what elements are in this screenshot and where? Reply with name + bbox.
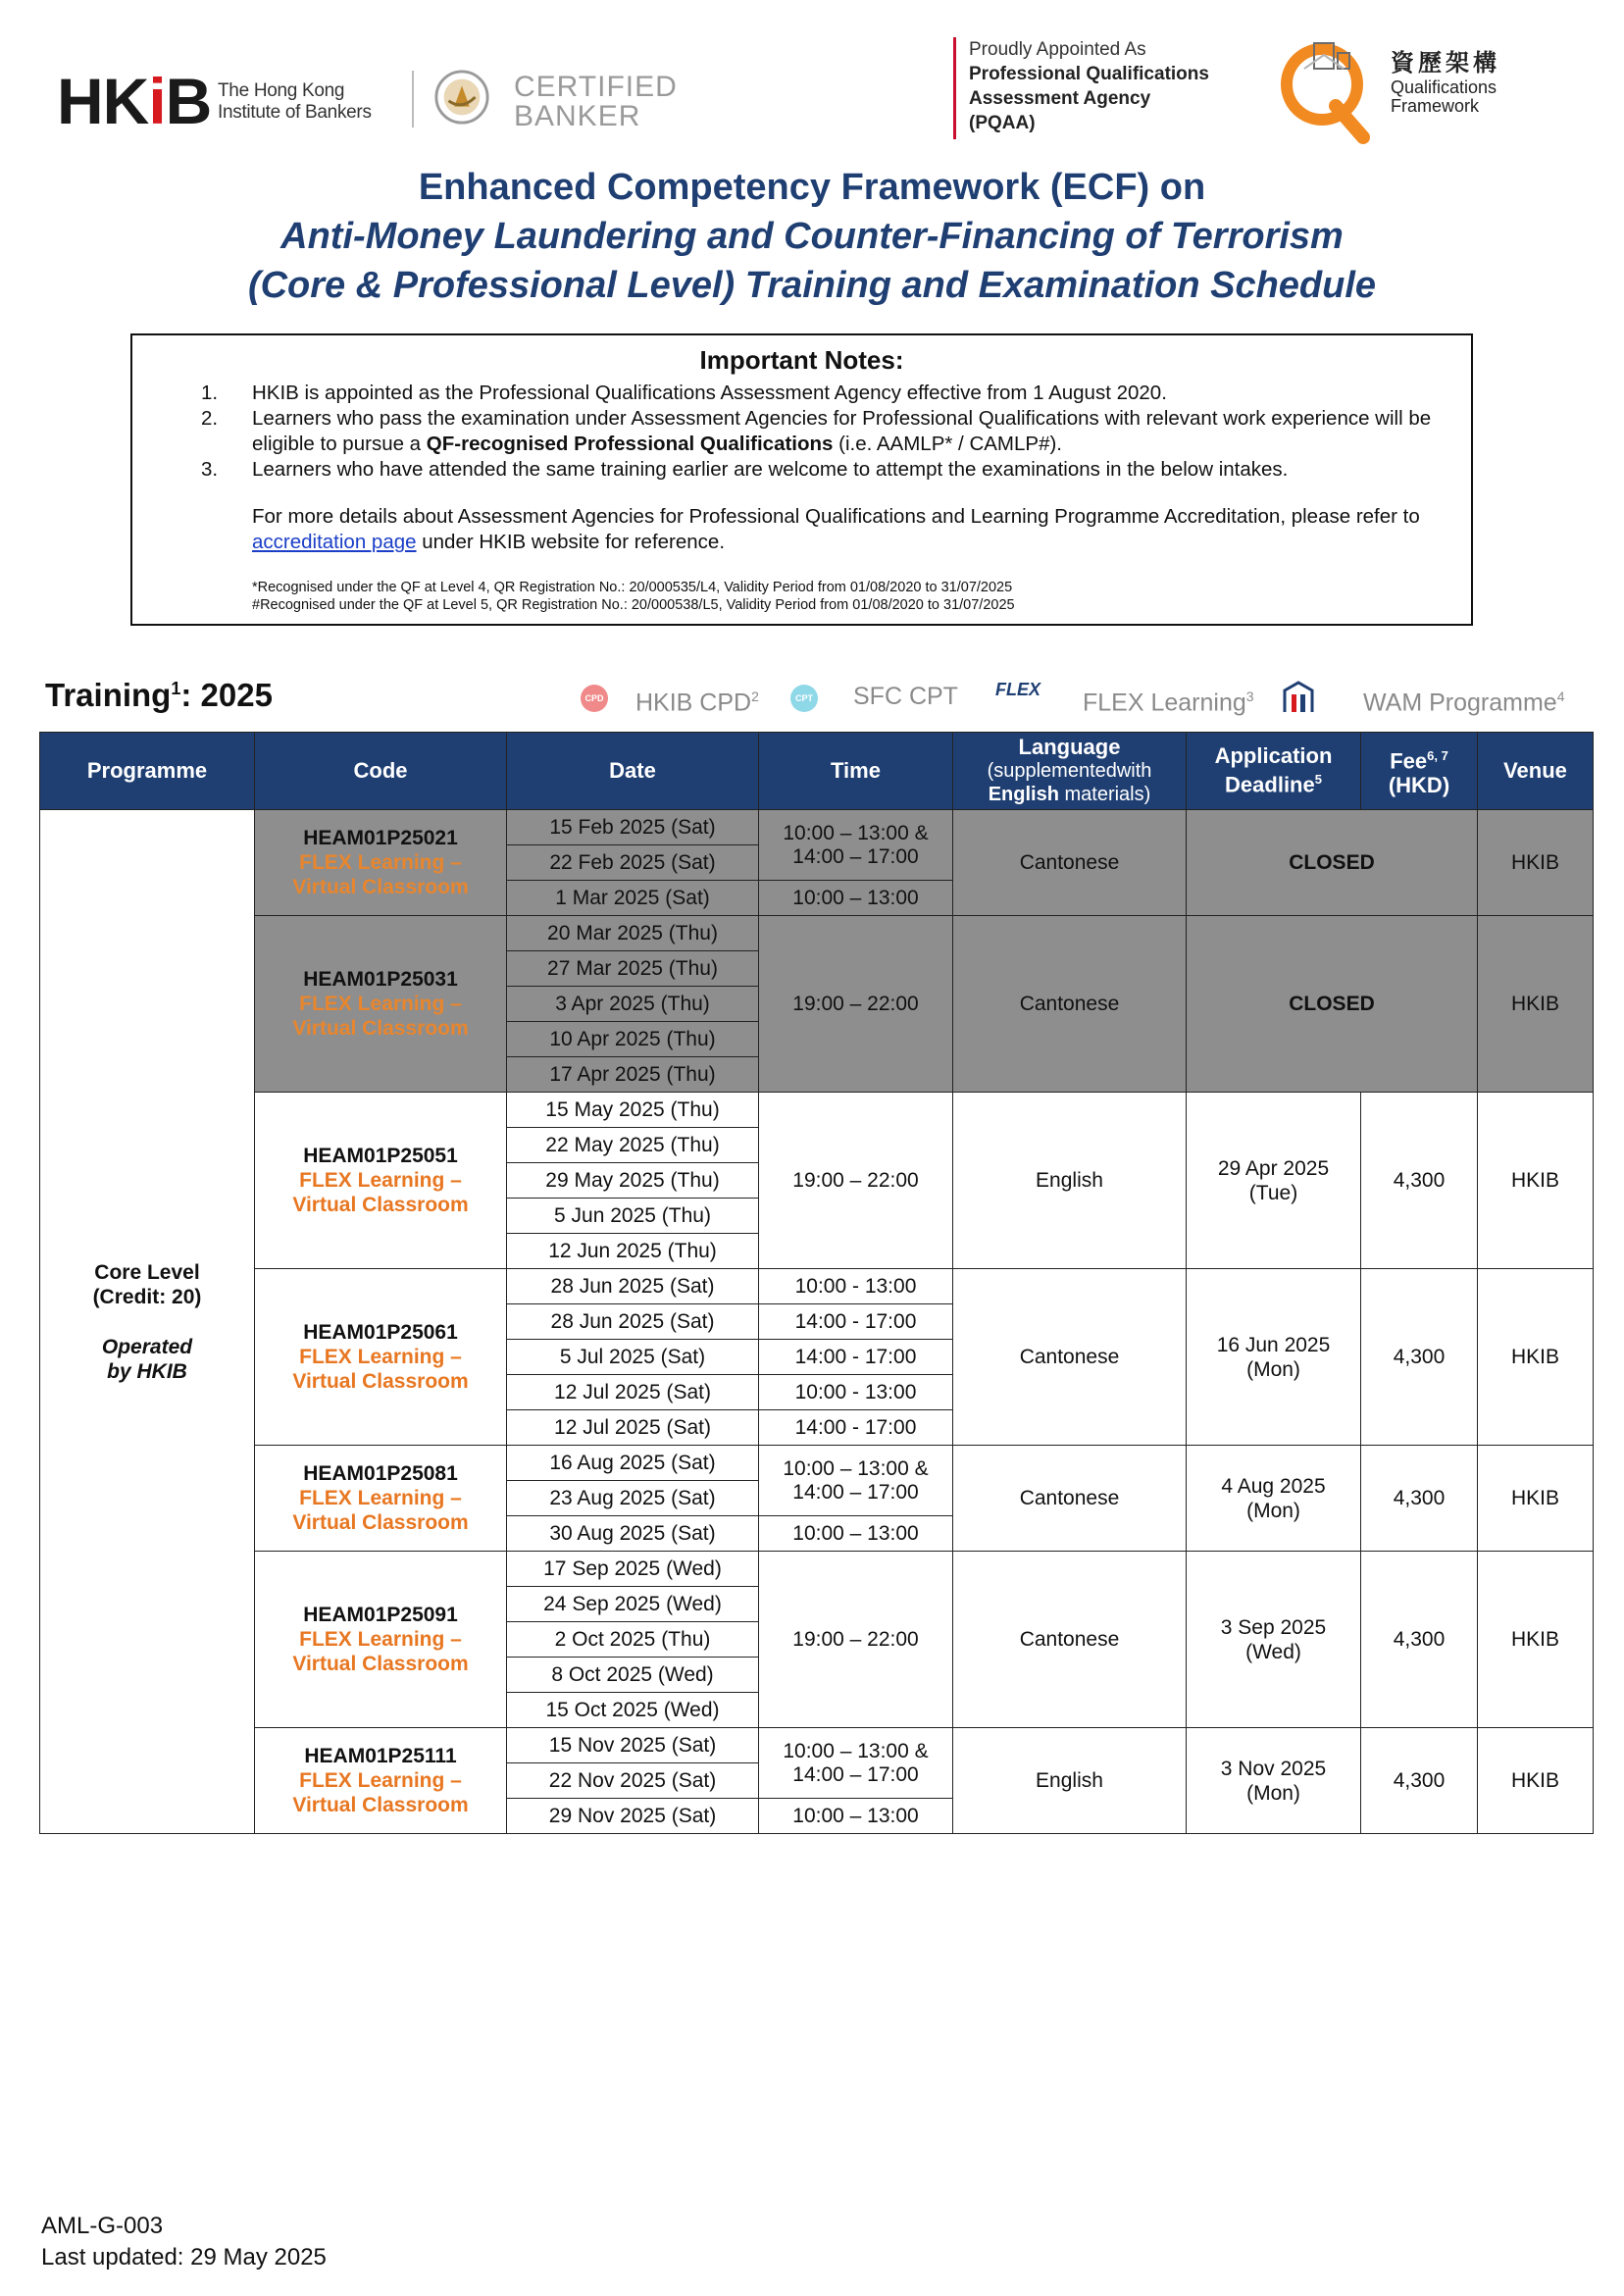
date-cell: 1 Mar 2025 (Sat) xyxy=(507,881,759,916)
time-cell: 14:00 - 17:00 xyxy=(759,1304,953,1340)
date-cell: 22 Nov 2025 (Sat) xyxy=(507,1763,759,1799)
document-code: AML-G-003 xyxy=(41,2213,164,2239)
footnote-aamlp: *Recognised under the QF at Level 4, QR Registration No.: 20/000535/L4, Validity Period from 01/08/2020 to 31/07/2025 xyxy=(252,580,1013,595)
language-cell: Cantonese xyxy=(953,1269,1187,1446)
course-code: HEAM01P25111 xyxy=(304,1745,457,1767)
venue-cell: HKIB xyxy=(1478,1093,1594,1269)
col-header-code: Code xyxy=(255,733,507,810)
flex-learning-label: FLEX Learning – xyxy=(299,1346,462,1368)
fee-cell: 4,300 xyxy=(1361,1446,1478,1552)
hkib-cpd-icon: CPD xyxy=(581,685,608,712)
venue-cell: HKIB xyxy=(1478,1446,1594,1552)
legend-sfc-cpt: SFC CPT xyxy=(853,683,958,710)
course-code: HEAM01P25031 xyxy=(303,968,458,991)
language-cell: Cantonese xyxy=(953,916,1187,1093)
col-header-application-deadline: Application Deadline$^5$ xyxy=(1187,733,1361,810)
date-cell: 12 Jul 2025 (Sat) xyxy=(507,1410,759,1446)
col-header-language: Language (supplementedwith English materials) xyxy=(953,733,1187,810)
flex-learning-label: FLEX Learning – xyxy=(299,993,462,1015)
status-closed-cell: CLOSED xyxy=(1187,916,1478,1093)
table-row xyxy=(40,1552,1594,1587)
fee-cell: 4,300 xyxy=(1361,1552,1478,1728)
certified-banker-text: CERTIFIED BANKER xyxy=(514,71,678,132)
deadline-cell: 4 Aug 2025 (Mon) xyxy=(1187,1446,1361,1552)
code-cell xyxy=(255,1269,507,1446)
date-cell: 3 Apr 2025 (Thu) xyxy=(507,987,759,1022)
date-cell: 12 Jun 2025 (Thu) xyxy=(507,1234,759,1269)
flex-learning-icon: FLEX xyxy=(994,680,1040,699)
qualifications-framework-text: 資歷架構 Qualifications Framework xyxy=(1391,50,1500,116)
time-cell: 19:00 – 22:00 xyxy=(759,1552,953,1728)
qualifications-framework-logo-icon xyxy=(1275,31,1383,145)
time-cell: 19:00 – 22:00 xyxy=(759,916,953,1093)
date-cell: 16 Aug 2025 (Sat) xyxy=(507,1446,759,1481)
time-cell: 10:00 – 13:00 & 14:00 – 17:00 xyxy=(759,1728,953,1799)
virtual-classroom-label: Virtual Classroom xyxy=(292,1794,469,1816)
venue-cell: HKIB xyxy=(1478,1728,1594,1834)
code-cell xyxy=(255,1728,507,1834)
code-cell xyxy=(255,1446,507,1552)
status-closed-cell: CLOSED xyxy=(1187,810,1478,916)
table-row xyxy=(40,1446,1594,1481)
col-header-venue: Venue xyxy=(1478,733,1594,810)
code-cell xyxy=(255,810,507,916)
venue-cell: HKIB xyxy=(1478,1552,1594,1728)
date-cell: 5 Jun 2025 (Thu) xyxy=(507,1199,759,1234)
course-code: HEAM01P25051 xyxy=(303,1145,458,1167)
accreditation-page-link[interactable]: accreditation page xyxy=(252,531,417,553)
table-header-row xyxy=(40,733,1594,810)
table-row xyxy=(40,1728,1594,1763)
language-cell: Cantonese xyxy=(953,810,1187,916)
language-cell: English xyxy=(953,1728,1187,1834)
last-updated: Last updated: 29 May 2025 xyxy=(41,2244,327,2270)
venue-cell: HKIB xyxy=(1478,810,1594,916)
virtual-classroom-label: Virtual Classroom xyxy=(292,1653,469,1675)
deadline-cell: 3 Sep 2025 (Wed) xyxy=(1187,1552,1361,1728)
flex-learning-label: FLEX Learning – xyxy=(299,1628,462,1651)
legend-hkib-cpd: HKIB CPD$^2$ xyxy=(635,689,759,717)
page-title-line3: (Core & Professional Level) Training and Examination Schedule xyxy=(247,265,1377,306)
hkib-logo: HKiB xyxy=(57,65,212,137)
virtual-classroom-label: Virtual Classroom xyxy=(292,1511,469,1534)
course-code: HEAM01P25061 xyxy=(303,1321,458,1344)
date-cell: 17 Sep 2025 (Wed) xyxy=(507,1552,759,1587)
time-cell: 10:00 – 13:00 xyxy=(759,1516,953,1552)
col-header-fee: Fee$^{6, 7}$ (HKD) xyxy=(1361,733,1478,810)
date-cell: 5 Jul 2025 (Sat) xyxy=(507,1340,759,1375)
date-cell: 15 May 2025 (Thu) xyxy=(507,1093,759,1128)
wam-programme-icon xyxy=(1281,681,1316,714)
date-cell: 15 Oct 2025 (Wed) xyxy=(507,1693,759,1728)
flex-learning-label: FLEX Learning – xyxy=(299,1769,462,1792)
date-cell: 22 May 2025 (Thu) xyxy=(507,1128,759,1163)
pqaa-logo-block xyxy=(951,29,1559,147)
pqaa-text: Proudly Appointed As Professional Qualifications Assessment Agency (PQAA) xyxy=(969,39,1209,133)
date-cell: 27 Mar 2025 (Thu) xyxy=(507,951,759,987)
time-cell: 14:00 - 17:00 xyxy=(759,1410,953,1446)
course-code: HEAM01P25081 xyxy=(303,1462,458,1485)
time-cell: 10:00 - 13:00 xyxy=(759,1375,953,1410)
virtual-classroom-label: Virtual Classroom xyxy=(292,1194,469,1216)
hkib-logo-block xyxy=(39,39,677,142)
code-cell xyxy=(255,1552,507,1728)
notes-heading: Important Notes: xyxy=(699,345,904,375)
deadline-cell: 16 Jun 2025 (Mon) xyxy=(1187,1269,1361,1446)
virtual-classroom-label: Virtual Classroom xyxy=(292,1370,469,1393)
table-row xyxy=(40,1269,1594,1304)
date-cell: 12 Jul 2025 (Sat) xyxy=(507,1375,759,1410)
table-row xyxy=(40,810,1594,845)
fee-cell: 4,300 xyxy=(1361,1093,1478,1269)
language-cell: Cantonese xyxy=(953,1552,1187,1728)
time-cell: 10:00 – 13:00 & 14:00 – 17:00 xyxy=(759,810,953,881)
flex-learning-label: FLEX Learning – xyxy=(299,851,462,874)
col-header-date: Date xyxy=(507,733,759,810)
course-code: HEAM01P25021 xyxy=(303,827,458,849)
time-cell: 14:00 - 17:00 xyxy=(759,1340,953,1375)
training-section-title: Training$^1$: 2025 xyxy=(45,677,273,713)
date-cell: 29 May 2025 (Thu) xyxy=(507,1163,759,1199)
time-cell: 10:00 – 13:00 xyxy=(759,881,953,916)
table-row xyxy=(40,916,1594,951)
language-cell: Cantonese xyxy=(953,1446,1187,1552)
legend-wam-programme: WAM Programme$^4$ xyxy=(1363,689,1565,717)
date-cell: 23 Aug 2025 (Sat) xyxy=(507,1481,759,1516)
flex-learning-label: FLEX Learning – xyxy=(299,1487,462,1509)
programme-cell: Core Level (Credit: 20) Operated by HKIB xyxy=(40,810,255,1834)
code-cell xyxy=(255,1093,507,1269)
training-schedule-table xyxy=(39,732,1594,1834)
date-cell: 10 Apr 2025 (Thu) xyxy=(507,1022,759,1057)
deadline-cell: 29 Apr 2025 (Tue) xyxy=(1187,1093,1361,1269)
venue-cell: HKIB xyxy=(1478,1269,1594,1446)
virtual-classroom-label: Virtual Classroom xyxy=(292,1017,469,1040)
important-notes-box: Important Notes: 1. HKIB is appointed as the Professional Qualifications Assessment Agency effective from 1 August 2020. 2. Learners who pass the examination under Assessment Agencies for Professional Qualifications with relevant work experience will be eligible to pursue a QF-recognised Professional Qualifications (i.e. AAMLP* / CAMLP#). 3. Learners who have attended the same training earlier are welcome to attempt the examinations in the below intakes. For more details about Assessment Agencies for Professional Qualifications and Learning Programme Accreditation, please refer to accreditation page under HKIB website for reference. *Recognised under the QF at Level 4, QR Registration No.: 20/000535/L4, Validity Period from 01/08/2020 to 31/07/2025 #Recognised under the QF at Level 5, QR Registration No.: 20/000538/L5, Validity Period from 01/08/2020 to 31/07/2025 xyxy=(130,333,1473,626)
date-cell: 20 Mar 2025 (Thu) xyxy=(507,916,759,951)
time-cell: 10:00 - 13:00 xyxy=(759,1269,953,1304)
pqaa-red-bar xyxy=(953,37,956,139)
date-cell: 30 Aug 2025 (Sat) xyxy=(507,1516,759,1552)
legend-flex-learning: FLEX Learning$^3$ xyxy=(1083,689,1254,717)
certified-banker-emblem-icon xyxy=(433,69,490,126)
page-footer xyxy=(41,2211,327,2273)
table-row xyxy=(40,1093,1594,1128)
date-cell: 24 Sep 2025 (Wed) xyxy=(507,1587,759,1622)
date-cell: 28 Jun 2025 (Sat) xyxy=(507,1269,759,1304)
course-code: HEAM01P25091 xyxy=(303,1604,458,1626)
hkib-name: The Hong Kong Institute of Bankers xyxy=(218,80,372,123)
time-cell: 10:00 – 13:00 xyxy=(759,1799,953,1834)
logo-divider xyxy=(412,71,414,128)
page-title-line2: Anti-Money Laundering and Counter-Financing of Terrorism xyxy=(280,216,1344,257)
flex-learning-label: FLEX Learning – xyxy=(299,1169,462,1192)
fee-cell: 4,300 xyxy=(1361,1269,1478,1446)
virtual-classroom-label: Virtual Classroom xyxy=(292,876,469,898)
legend xyxy=(0,679,1624,717)
language-cell: English xyxy=(953,1093,1187,1269)
date-cell: 8 Oct 2025 (Wed) xyxy=(507,1658,759,1693)
fee-cell: 4,300 xyxy=(1361,1728,1478,1834)
page-title-line1: Enhanced Competency Framework (ECF) on xyxy=(418,167,1206,208)
date-cell: 17 Apr 2025 (Thu) xyxy=(507,1057,759,1093)
sfc-cpt-icon: CPT xyxy=(790,685,818,712)
time-cell: 10:00 – 13:00 & 14:00 – 17:00 xyxy=(759,1446,953,1516)
date-cell: 15 Nov 2025 (Sat) xyxy=(507,1728,759,1763)
footnote-camlp: #Recognised under the QF at Level 5, QR Registration No.: 20/000538/L5, Validity Period from 01/08/2020 to 31/07/2025 xyxy=(252,597,1015,613)
date-cell: 15 Feb 2025 (Sat) xyxy=(507,810,759,845)
time-cell: 19:00 – 22:00 xyxy=(759,1093,953,1269)
notes-details: For more details about Assessment Agencies for Professional Qualifications and Learning Programme Accreditation, please refer to accreditation page under HKIB website for reference. xyxy=(252,505,1420,553)
deadline-cell: 3 Nov 2025 (Mon) xyxy=(1187,1728,1361,1834)
venue-cell: HKIB xyxy=(1478,916,1594,1093)
date-cell: 29 Nov 2025 (Sat) xyxy=(507,1799,759,1834)
col-header-time: Time xyxy=(759,733,953,810)
code-cell xyxy=(255,916,507,1093)
date-cell: 2 Oct 2025 (Thu) xyxy=(507,1622,759,1658)
date-cell: 28 Jun 2025 (Sat) xyxy=(507,1304,759,1340)
date-cell: 22 Feb 2025 (Sat) xyxy=(507,845,759,881)
col-header-programme: Programme xyxy=(40,733,255,810)
